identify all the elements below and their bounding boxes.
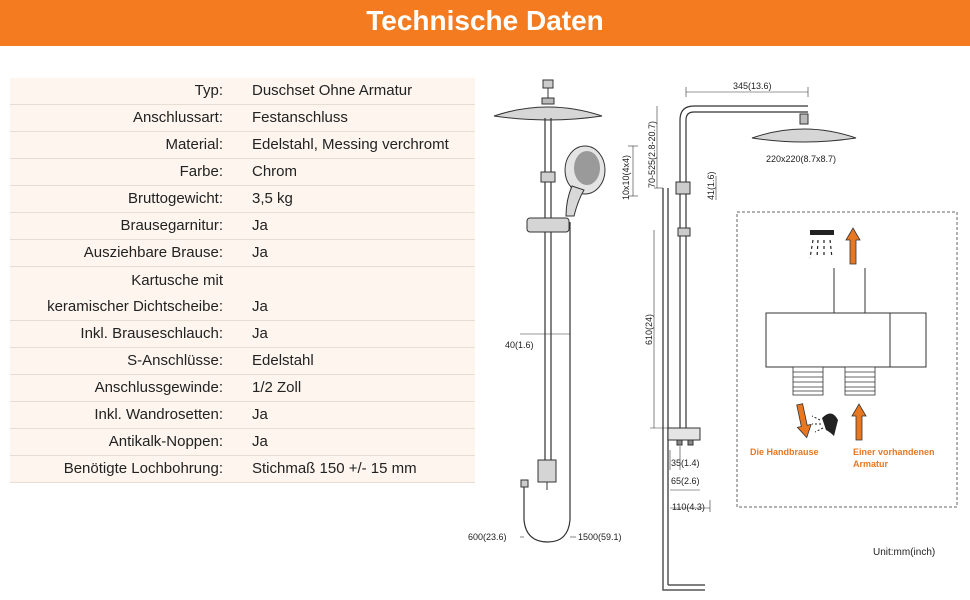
spec-value: Ja: [252, 406, 268, 423]
unit-note: Unit:mm(inch): [873, 547, 936, 558]
mixer-caption-line2: Armatur: [853, 459, 889, 469]
hand-shower: [565, 146, 605, 216]
dim-hose-label: 600(23.6): [468, 532, 507, 542]
spec-label-line: Kartusche mit: [131, 272, 223, 289]
dim-a-label: 35(1.4): [671, 458, 700, 468]
page-title: Technische Daten: [366, 5, 604, 36]
spec-label: Anschlussart:: [132, 109, 223, 126]
spec-value: Ja: [252, 325, 268, 342]
dim-pipe-label: 40(1.6): [505, 340, 534, 350]
dim-arm-label: 345(13.6): [733, 81, 772, 91]
diverter-body: [766, 313, 926, 367]
spec-label: S-Anschlüsse:: [127, 352, 223, 369]
spec-label: Material:: [165, 136, 223, 153]
spec-value: Chrom: [252, 163, 298, 180]
spec-label: Inkl. Brauseschlauch:: [80, 325, 223, 342]
spec-value: Ja: [252, 217, 268, 234]
shower-hose: [524, 222, 570, 542]
dim-holder-label: 41(1.6): [706, 171, 716, 200]
mixer-caption-line1: Einer vorhandenen: [853, 447, 935, 457]
spec-label: Brausegarnitur:: [120, 217, 223, 234]
front-view: [494, 80, 638, 542]
spec-value: Edelstahl, Messing verchromt: [252, 136, 449, 153]
dim-total-label: 1500(59.1): [578, 532, 622, 542]
spec-label-line: keramischer Dichtscheibe:: [47, 298, 223, 315]
thread-left: [793, 367, 823, 395]
spec-value: Ja: [252, 244, 268, 261]
handshower-icon: [812, 413, 838, 436]
dim-rail-label: 610(24): [644, 313, 654, 345]
arrow-down-icon: [793, 403, 814, 439]
dim-height-range-label: 70-525(2.8-20.7): [647, 120, 657, 188]
side-shower-head: [752, 129, 856, 142]
spec-value: Duschset Ohne Armatur: [252, 82, 413, 99]
spec-label: Inkl. Wandrosetten:: [94, 406, 223, 423]
spec-value: Ja: [252, 433, 268, 450]
spec-label: Typ:: [194, 82, 223, 99]
spec-label: Antikalk-Noppen:: [108, 433, 223, 450]
spec-label: Benötigte Lochbohrung:: [63, 460, 223, 477]
spec-label: Anschlussgewinde:: [94, 379, 223, 396]
spec-value: Festanschluss: [252, 109, 348, 126]
thread-right: [845, 367, 875, 395]
spec-value: Edelstahl: [252, 352, 314, 369]
spec-value: Stichmaß 150 +/- 15 mm: [252, 460, 417, 477]
rain-shower-head: [494, 107, 602, 120]
shower-spray-icon: [810, 230, 834, 258]
spec-label: Bruttogewicht:: [127, 190, 223, 207]
dim-b-label: 65(2.6): [671, 476, 700, 486]
dim-head-label: 220x220(8.7x8.7): [766, 154, 837, 164]
spec-value-text: Ja: [252, 298, 268, 315]
arrow-up-icon: [852, 404, 866, 440]
arrow-up-icon: [846, 228, 860, 264]
dim-c-label: 110(4.3): [672, 502, 705, 512]
handshower-caption: Die Handbrause: [750, 447, 819, 457]
spec-label: Farbe:: [179, 163, 223, 180]
spec-value: 1/2 Zoll: [252, 379, 302, 396]
spec-value: 3,5 kg: [252, 190, 293, 207]
spec-label: Ausziehbare Brause:: [83, 244, 223, 261]
diverter-diagram: [737, 212, 957, 507]
dim-holder-label: 10x10(4x4): [621, 154, 631, 200]
